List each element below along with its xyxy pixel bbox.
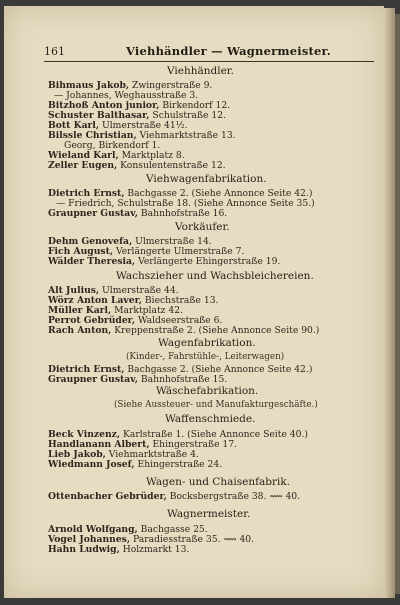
- directory-content: [4, 6, 384, 598]
- entry-name: Müller Karl,: [48, 305, 112, 316]
- entry-name: Bihmaus Jakob,: [48, 80, 130, 91]
- section-heading: Waffenschmiede.: [165, 413, 256, 425]
- entry-name: Bilssle Christian,: [48, 130, 137, 141]
- entry-name: Graupner Gustav,: [48, 208, 138, 219]
- entry-detail: Viehmarktstraße 4.: [108, 449, 199, 460]
- entry-name: Vogel Johannes,: [48, 534, 131, 545]
- entry-detail: Viehmarktstraße 13.: [139, 130, 236, 141]
- list-item: [48, 374, 227, 385]
- entry-name: Lieb Jakob,: [48, 449, 106, 460]
- book-page: [4, 6, 384, 598]
- entry-name: Wiedmann Josef,: [48, 459, 135, 470]
- entry-detail: Bachgasse 2. (Siehe Annonce Seite 42.): [127, 364, 313, 375]
- entry-name: Graupner Gustav,: [48, 374, 138, 385]
- section-heading: Wachszieher und Wachsbleichereien.: [116, 270, 314, 282]
- entry-detail: Konsulentenstraße 12.: [120, 160, 226, 171]
- section-heading: Viehhändler.: [167, 65, 235, 77]
- list-item: [48, 544, 189, 555]
- section-heading: Vorkäufer.: [175, 221, 230, 233]
- section-heading: Wäschefabrikation.: [156, 385, 259, 397]
- entry-name: Wörz Anton Laver,: [48, 295, 142, 306]
- entry-detail: Bachgasse 25.: [140, 524, 208, 535]
- page-edge: [384, 8, 395, 598]
- entry-name: Wieland Karl,: [48, 150, 119, 161]
- list-item: [48, 160, 226, 171]
- entry-name: Dehm Genovefa,: [48, 236, 133, 247]
- entry-name: Wälder Theresia,: [48, 256, 136, 267]
- entry-name: Schuster Balthasar,: [48, 110, 150, 121]
- entry-name: Perrot Gebrüder,: [48, 315, 136, 326]
- entry-detail: Bahnhofstraße 15.: [140, 374, 228, 385]
- entry-detail: Marktplatz 8.: [121, 150, 185, 161]
- section-subheading: (Kinder-, Fahrstühle-, Leiterwagen): [126, 352, 285, 362]
- book-spine-shadow: [395, 14, 400, 594]
- section-subheading: (Siehe Aussteuer- und Manufakturgeschäfte.): [114, 400, 318, 410]
- list-item: [48, 491, 300, 502]
- section-heading: Wagenfabrikation.: [158, 337, 256, 349]
- entry-name: Arnold Wolfgang,: [48, 524, 138, 535]
- entry-detail: Ulmerstraße 44.: [102, 285, 179, 296]
- entry-name: Bott Karl,: [48, 120, 100, 131]
- entry-name: Beck Vinzenz,: [48, 429, 121, 440]
- entry-detail: Birkendorf 1.: [98, 140, 161, 151]
- entry-name: Bitzhoß Anton junior,: [48, 100, 160, 111]
- entry-detail: Marktplatz 42.: [114, 305, 184, 316]
- entry-name: Handlanann Albert,: [48, 439, 150, 450]
- entry-detail: Kreppenstraße 2. (Siehe Annonce Seite 90.): [114, 325, 320, 336]
- page-number: 161: [44, 45, 65, 58]
- entry-name: Hahn Ludwig,: [48, 544, 120, 555]
- entry-name: Zeller Eugen,: [48, 160, 118, 171]
- entry-name: — Johannes,: [54, 90, 112, 101]
- entry-name: Rach Anton,: [48, 325, 112, 336]
- entry-detail: Weghausstraße 3.: [114, 90, 199, 101]
- section-heading: Viehwagenfabrikation.: [146, 173, 267, 185]
- list-item: [48, 325, 319, 336]
- entry-detail: Verlängerte Ehingerstraße 19.: [138, 256, 281, 267]
- entry-detail: Schulstraße 12.: [152, 110, 227, 121]
- entry-name: Ottenbacher Gebrüder,: [48, 491, 167, 502]
- entry-name: Dietrich Ernst,: [48, 188, 125, 199]
- list-item: [48, 459, 222, 470]
- entry-name: Fich August,: [48, 246, 114, 257]
- entry-name: Dietrich Ernst,: [48, 364, 125, 375]
- running-head: Viehhändler — Wagnermeister.: [126, 44, 331, 58]
- entry-detail: Biechstraße 13.: [144, 295, 219, 306]
- entry-detail: Ulmerstraße 41½.: [101, 120, 188, 131]
- entry-detail: Paradiesstraße 35. ⟿ 40.: [132, 534, 255, 545]
- section-heading: Wagnermeister.: [167, 508, 251, 520]
- section-heading: Wagen- und Chaisenfabrik.: [146, 476, 291, 488]
- entry-detail: Birkendorf 12.: [162, 100, 231, 111]
- entry-detail: Schulstraße 18. (Siehe Annonce Seite 35.): [117, 198, 315, 209]
- entry-detail: Ehingerstraße 17.: [152, 439, 238, 450]
- entry-detail: Ulmerstraße 14.: [135, 236, 212, 247]
- entry-detail: Ehingerstraße 24.: [137, 459, 223, 470]
- entry-detail: Verlängerte Ulmerstraße 7.: [115, 246, 245, 257]
- list-item: [48, 256, 280, 267]
- entry-name: Georg,: [64, 140, 96, 151]
- entry-detail: Bachgasse 2. (Siehe Annonce Seite 42.): [127, 188, 313, 199]
- entry-detail: Bocksbergstraße 38. ⟿ 40.: [169, 491, 301, 502]
- entry-detail: Holzmarkt 13.: [122, 544, 190, 555]
- entry-name: Alt Julius,: [48, 285, 100, 296]
- entry-detail: Waldseerstraße 6.: [137, 315, 223, 326]
- entry-detail: Bahnhofstraße 16.: [140, 208, 228, 219]
- entry-detail: Zwingerstraße 9.: [132, 80, 213, 91]
- entry-name: — Friedrich,: [56, 198, 115, 209]
- list-item: [48, 208, 227, 219]
- entry-detail: Karlstraße 1. (Siehe Annonce Seite 40.): [123, 429, 308, 440]
